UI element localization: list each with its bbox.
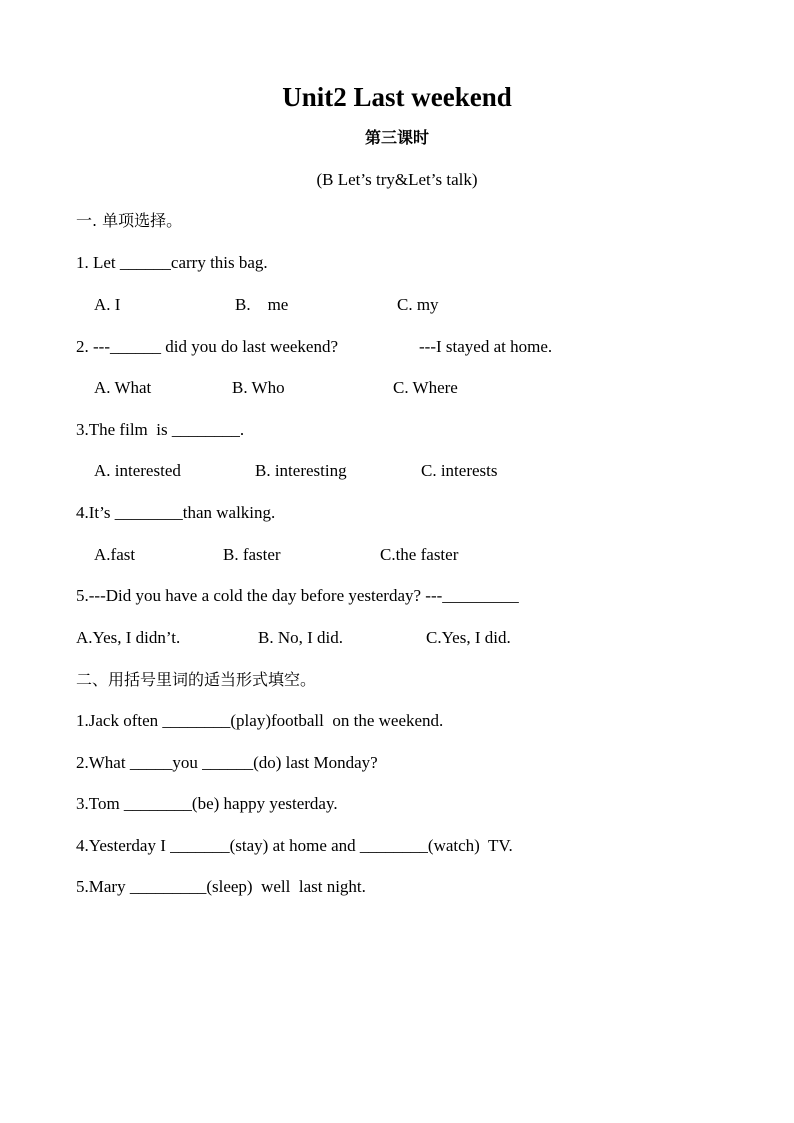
question-4-stem: 4.It’s ________than walking. bbox=[76, 503, 276, 522]
question-4-option-b: B. faster bbox=[223, 545, 281, 564]
question-3-option-c: C. interests bbox=[421, 461, 498, 480]
question-2-option-a: A. What bbox=[94, 378, 152, 397]
section2-heading: 二、用括号里词的适当形式填空。 bbox=[76, 670, 317, 689]
fill-item-1: 1.Jack often ________(play)football on the weekend. bbox=[76, 711, 444, 730]
question-1-option-b: B. me bbox=[235, 295, 289, 314]
fill-item-3: 3.Tom ________(be) happy yesterday. bbox=[76, 794, 338, 813]
question-3-option-b: B. interesting bbox=[255, 461, 347, 480]
question-1-option-a: A. I bbox=[94, 295, 121, 314]
question-3-stem: 3.The film is ________. bbox=[76, 420, 245, 439]
page-title: Unit2 Last weekend bbox=[282, 82, 512, 112]
question-5-option-b: B. No, I did. bbox=[258, 628, 343, 647]
lesson-label: 第三课时 bbox=[364, 128, 429, 147]
fill-item-5: 5.Mary _________(sleep) well last night. bbox=[76, 877, 366, 896]
question-1-option-c: C. my bbox=[397, 295, 439, 314]
question-3-option-a: A. interested bbox=[94, 461, 181, 480]
question-4-option-a: A.fast bbox=[94, 545, 136, 564]
fill-item-2: 2.What _____you ______(do) last Monday? bbox=[76, 753, 378, 772]
question-2-reply: ---I stayed at home. bbox=[419, 337, 553, 356]
fill-item-4: 4.Yesterday I _______(stay) at home and ________(watch) TV. bbox=[76, 836, 513, 855]
question-5-stem: 5.---Did you have a cold the day before yesterday? ---_________ bbox=[76, 586, 519, 605]
question-4-option-c: C.the faster bbox=[380, 545, 459, 564]
question-2-option-b: B. Who bbox=[232, 378, 285, 397]
page-subtitle: (B Let’s try&Let’s talk) bbox=[316, 170, 478, 189]
question-2-stem: 2. ---______ did you do last weekend? bbox=[76, 337, 339, 356]
question-5-option-a: A.Yes, I didn’t. bbox=[76, 628, 181, 647]
question-5-option-c: C.Yes, I did. bbox=[426, 628, 511, 647]
question-1-stem: 1. Let ______carry this bag. bbox=[76, 253, 268, 272]
question-2-option-c: C. Where bbox=[393, 378, 458, 397]
section1-heading: 一. 单项选择。 bbox=[76, 211, 183, 230]
